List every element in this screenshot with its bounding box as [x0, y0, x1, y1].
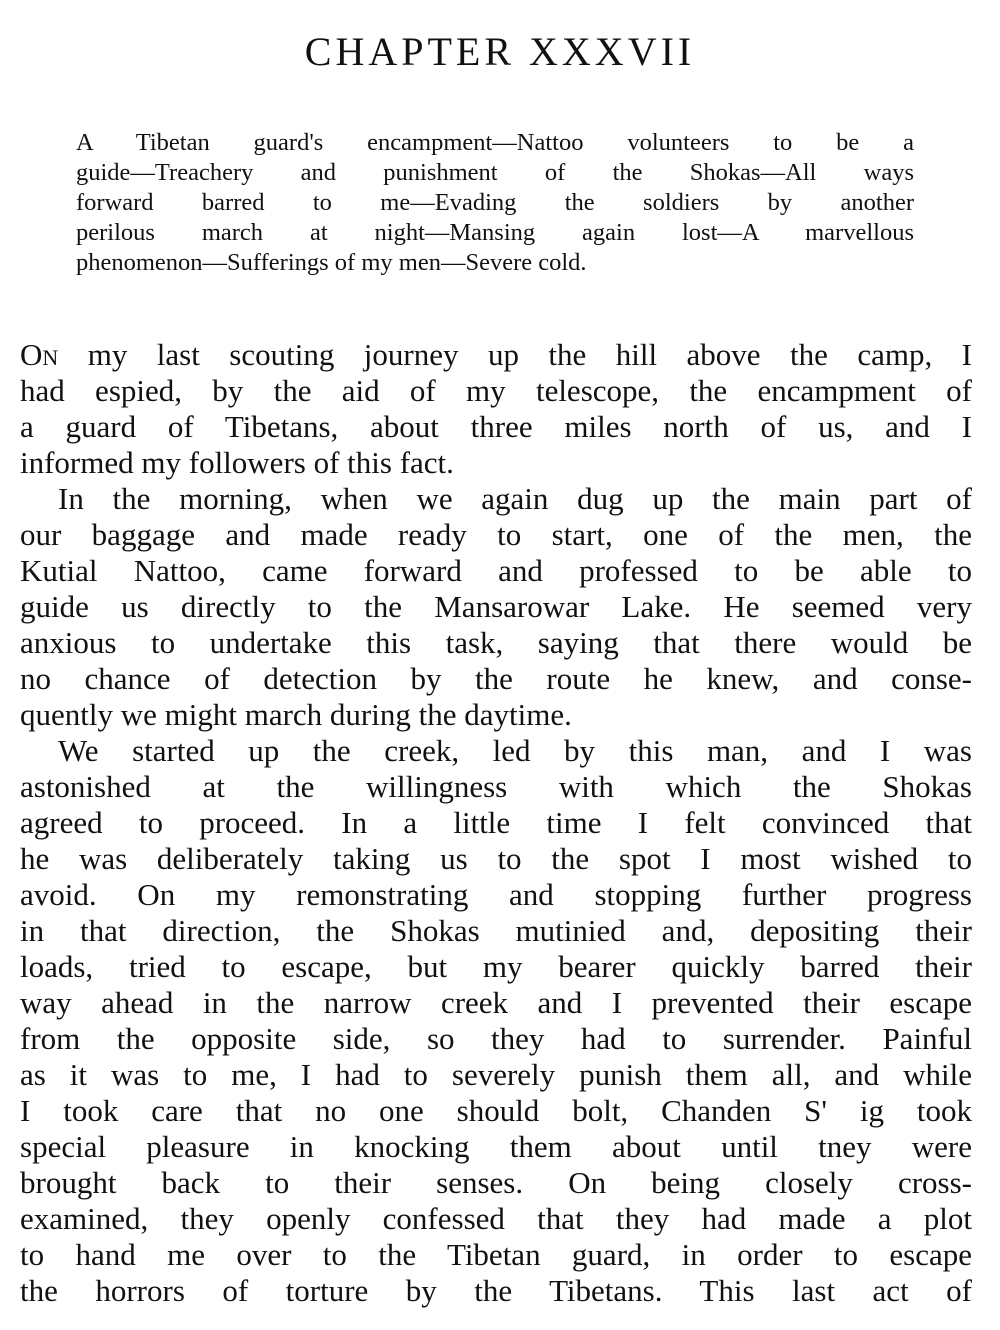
- body-line: agreed to proceed. In a little time I felt convinced that: [20, 805, 972, 840]
- drop-word: On: [20, 337, 59, 372]
- body-line: no chance of detection by the route he knew, and conse-: [20, 661, 972, 696]
- body-line: In the morning, when we again dug up the main part of: [58, 481, 972, 516]
- synopsis-line: phenomenon—Sufferings of my men—Severe cold.: [76, 249, 587, 276]
- body-line: our baggage and made ready to start, one of the men, the: [20, 517, 972, 552]
- body-line: anxious to undertake this task, saying that there would be: [20, 625, 972, 660]
- body-line: a guard of Tibetans, about three miles north of us, and I: [20, 409, 972, 444]
- synopsis-line: perilous march at night—Mansing again lost—A marvellous: [76, 219, 914, 246]
- synopsis-line: guide—Treachery and punishment of the Shokas—All ways: [76, 159, 914, 186]
- body-line: the horrors of torture by the Tibetans. This last act of: [20, 1273, 972, 1308]
- body-line: [20, 337, 972, 373]
- body-line: astonished at the willingness with which the Shokas: [20, 769, 972, 804]
- chapter-synopsis: [76, 128, 914, 278]
- body-line: to hand me over to the Tibetan guard, in order to escape: [20, 1237, 972, 1272]
- body-line: Kutial Nattoo, came forward and professed to be able to: [20, 553, 972, 588]
- body-line: had espied, by the aid of my telescope, the encampment of: [20, 373, 972, 408]
- body-line: We started up the creek, led by this man, and I was: [58, 733, 972, 768]
- body-line: informed my followers of this fact.: [20, 445, 454, 480]
- body-line: examined, they openly confessed that they had made a plot: [20, 1201, 972, 1236]
- body-line: from the opposite side, so they had to surrender. Painful: [20, 1021, 972, 1056]
- body-line: he was deliberately taking us to the spot I most wished to: [20, 841, 972, 876]
- chapter-title: CHAPTER XXXVII: [304, 29, 696, 74]
- body-line: avoid. On my remonstrating and stopping further progress: [20, 877, 972, 912]
- body-line: special pleasure in knocking them about until tney were: [20, 1129, 972, 1164]
- chapter-body: [20, 337, 972, 1309]
- body-line: in that direction, the Shokas mutinied and, depositing their: [20, 913, 972, 948]
- body-line: brought back to their senses. On being closely cross-: [20, 1165, 972, 1200]
- body-line: guide us directly to the Mansarowar Lake. He seemed very: [20, 589, 972, 624]
- body-line: way ahead in the narrow creek and I prevented their escape: [20, 985, 972, 1020]
- body-line: quently we might march during the daytime.: [20, 697, 572, 732]
- body-line: loads, tried to escape, but my bearer quickly barred their: [20, 949, 972, 984]
- body-line: I took care that no one should bolt, Chanden S' ig took: [20, 1093, 972, 1128]
- synopsis-line: A Tibetan guard's encampment—Nattoo volunteers to be a: [76, 129, 914, 156]
- body-line: as it was to me, I had to severely punish them all, and while: [20, 1057, 972, 1092]
- body-line-text: my last scouting journey up the hill above the camp, I: [58, 337, 972, 372]
- synopsis-line: forward barred to me—Evading the soldiers by another: [76, 189, 914, 216]
